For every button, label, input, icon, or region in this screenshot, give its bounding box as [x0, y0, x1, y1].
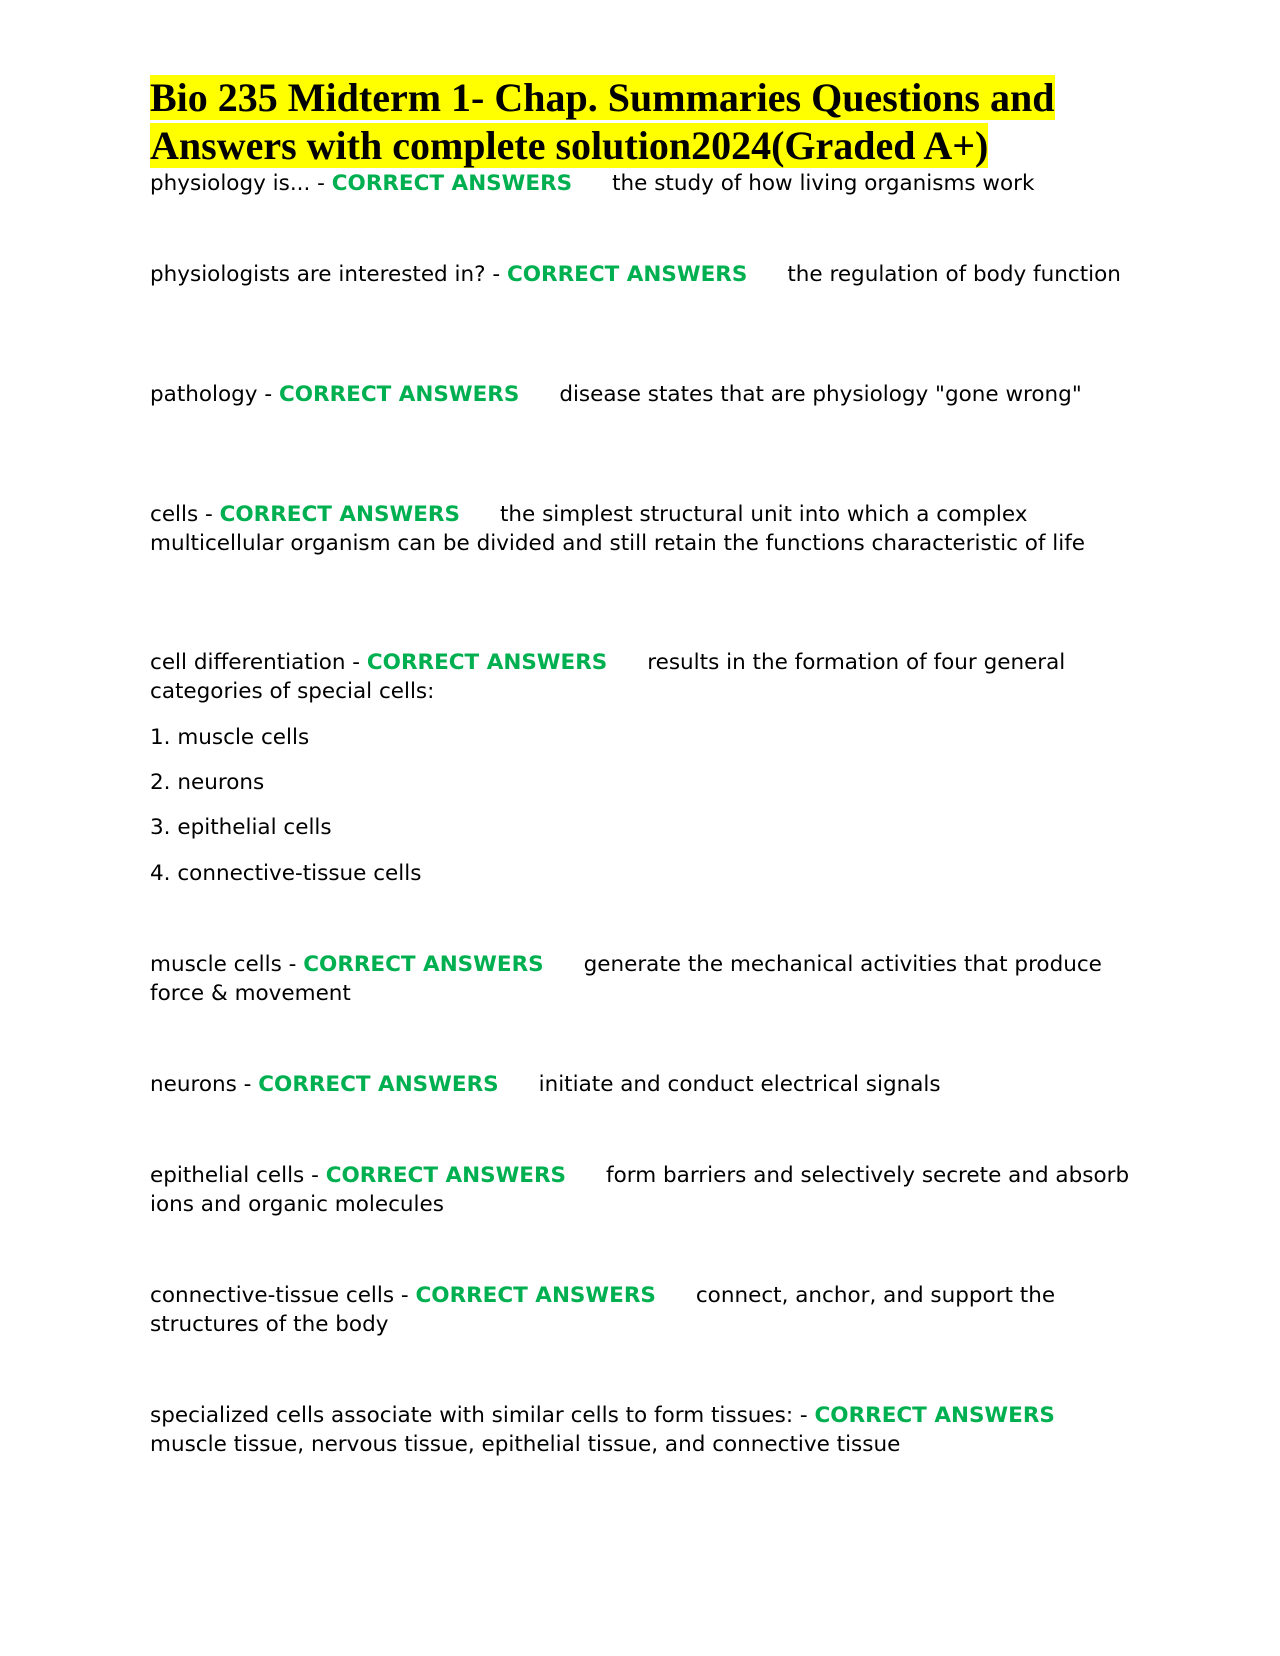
- qa-answer: muscle tissue, nervous tissue, epithelial tissue, and connective tissue: [150, 1432, 901, 1457]
- list-item: 3. epithelial cells: [150, 815, 332, 840]
- qa-entry: [150, 1070, 1130, 1099]
- qa-answer: the simplest structural unit into which a complex multicellular organism can be divided and still retain the functions characteristic of life: [150, 502, 1086, 556]
- qa-entry: [150, 1161, 1130, 1219]
- correct-answers-label: CORRECT ANSWERS: [506, 262, 748, 287]
- qa-entry: [150, 500, 1130, 558]
- qa-term: muscle cells -: [150, 952, 304, 977]
- correct-answers-label: CORRECT ANSWERS: [415, 1283, 656, 1308]
- qa-entry: [150, 380, 1130, 409]
- qa-answer: the study of how living organisms work: [612, 171, 1035, 196]
- qa-answer: generate the mechanical activities that produce force & movement: [150, 952, 1102, 1006]
- qa-entry: [150, 1401, 1130, 1459]
- qa-term: neurons -: [150, 1072, 259, 1097]
- title-line-1: Bio 235 Midterm 1- Chap. Summaries Questions and: [150, 75, 1055, 120]
- correct-answers-label: CORRECT ANSWERS: [331, 171, 573, 196]
- qa-term: epithelial cells -: [150, 1163, 326, 1188]
- qa-entry: [150, 260, 1130, 289]
- qa-term: cells -: [150, 502, 220, 527]
- qa-answer: the regulation of body function: [787, 262, 1121, 287]
- list-item: 2. neurons: [150, 770, 265, 795]
- list-item: 1. muscle cells: [150, 725, 310, 750]
- qa-answer: form barriers and selectively secrete and absorb ions and organic molecules: [150, 1163, 1130, 1217]
- qa-entry: [150, 648, 1130, 706]
- qa-term: connective-tissue cells -: [150, 1283, 416, 1308]
- qa-entry: [150, 950, 1130, 1008]
- qa-term: physiologists are interested in? -: [150, 262, 507, 287]
- qa-entry: [150, 1281, 1130, 1339]
- correct-answers-label: CORRECT ANSWERS: [325, 1163, 567, 1188]
- qa-term: pathology -: [150, 382, 279, 407]
- qa-term: cell differentiation -: [150, 650, 367, 675]
- qa-answer: connect, anchor, and support the structures of the body: [150, 1283, 1056, 1337]
- qa-answer: disease states that are physiology "gone wrong": [559, 382, 1082, 407]
- correct-answers-label: CORRECT ANSWERS: [814, 1403, 1055, 1428]
- qa-answer: initiate and conduct electrical signals: [538, 1072, 941, 1097]
- document-title: [150, 74, 1150, 170]
- qa-term: specialized cells associate with similar cells to form tissues: -: [150, 1403, 815, 1428]
- correct-answers-label: CORRECT ANSWERS: [366, 650, 608, 675]
- correct-answers-label: CORRECT ANSWERS: [219, 502, 460, 527]
- qa-term: physiology is... -: [150, 171, 332, 196]
- qa-entry: [150, 169, 1130, 198]
- title-line-2: Answers with complete solution2024(Graded A+): [150, 123, 989, 168]
- list-item: 4. connective-tissue cells: [150, 861, 422, 886]
- correct-answers-label: CORRECT ANSWERS: [258, 1072, 499, 1097]
- correct-answers-label: CORRECT ANSWERS: [278, 382, 520, 407]
- correct-answers-label: CORRECT ANSWERS: [303, 952, 544, 977]
- qa-answer: results in the formation of four general categories of special cells:: [150, 650, 1066, 704]
